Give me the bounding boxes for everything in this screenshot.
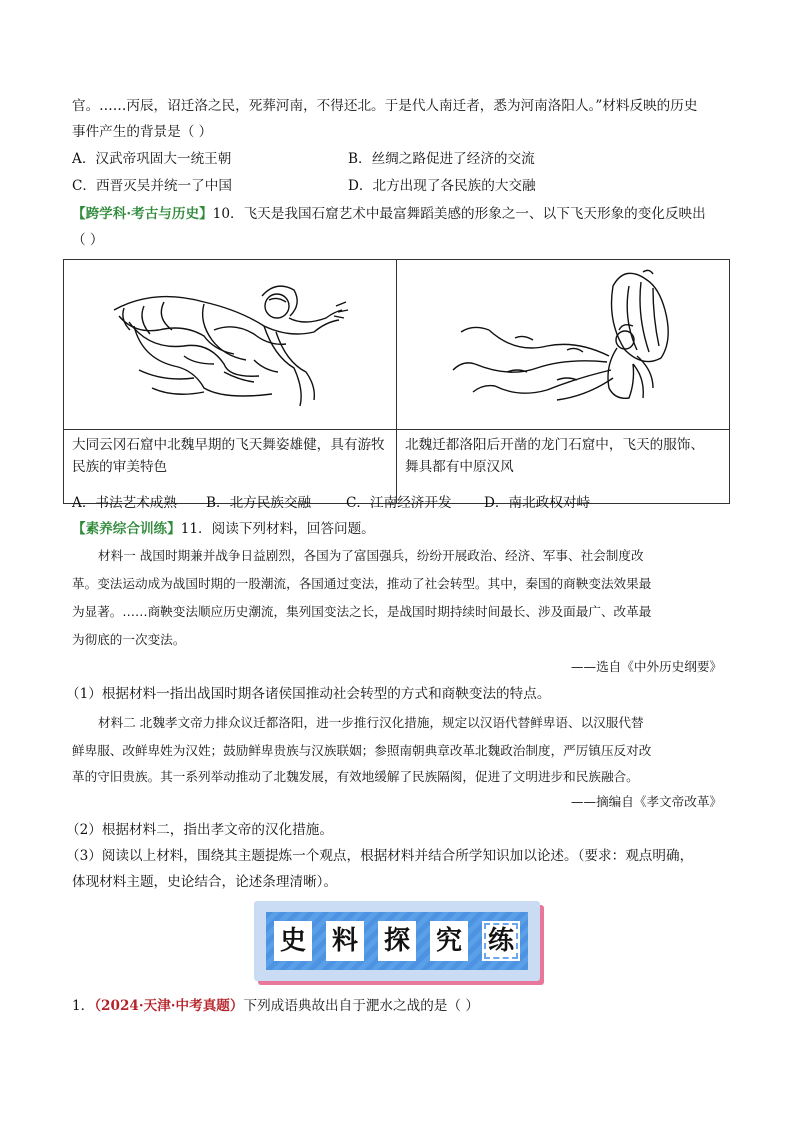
material-1-line-1: 材料一 战国时期兼并战争日益剧烈，各国为了富国强兵，纷纷开展政治、经济、军事、社会制度改	[98, 548, 644, 563]
material-1-line-3: 为显著。……商鞅变法顺应历史潮流，集列国变法之长，是战国时期持续时间最长、涉及面最广、改革最	[72, 604, 652, 619]
feitian-caption-left-line-2: 民族的审美特色	[72, 459, 168, 475]
feitian-caption-left-line-1: 大同云冈石窟中北魏早期的飞天舞姿雄健，具有游牧	[72, 437, 385, 453]
material-2-line-3: 革的守旧贵族。其一系列举动推动了北魏发展，有效地缓解了民族隔阂，促进了文明进步和民族融合。	[72, 769, 639, 784]
q11-sub-question-1: （1）根据材料一指出战国时期各诸侯国推动社会转型的方式和商鞅变法的特点。	[66, 686, 551, 702]
feitian-yungang-drawing	[64, 260, 397, 425]
q11-stem-text: 11．阅读下列材料，回答问题。	[180, 521, 375, 537]
q1-stem-text: 下列成语典故出自于淝水之战的是（ ）	[243, 998, 479, 1014]
q10-option-b[interactable]: B．北方民族交融	[206, 495, 312, 511]
material-1-source: ——选自《中外历史纲要》	[570, 659, 722, 674]
q9-option-a[interactable]: A．汉武帝巩固大一统王朝	[72, 151, 232, 167]
section-banner-inner	[266, 912, 528, 970]
q10-stem	[72, 204, 706, 224]
feitian-image-cell-right	[397, 260, 730, 430]
q11-stem	[72, 519, 375, 539]
feitian-table	[63, 259, 730, 504]
q9-option-b[interactable]: B．丝绸之路促进了经济的交流	[348, 151, 535, 167]
q11-tag: 【素养综合训练】	[72, 521, 181, 537]
q10-option-d[interactable]: D．南北政权对峙	[484, 495, 591, 511]
q9-text-line-1: 官。……丙辰，诏迁洛之民，死葬河南，不得还北。于是代人南迁者，悉为河南洛阳人。”材料反映的历史	[72, 98, 698, 114]
material-2-source: ——摘编自《孝文帝改革》	[570, 794, 722, 809]
q10-option-a[interactable]: A．书法艺术成熟	[72, 495, 177, 511]
q1-stem	[72, 996, 479, 1016]
q9-text-line-2: 事件产生的背景是（ ）	[72, 124, 213, 140]
feitian-caption-right-line-1: 北魏迁都洛阳后开凿的龙门石窟中，飞天的服饰、	[405, 437, 705, 453]
q1-source-tag: （2024·天津·中考真题）	[94, 998, 244, 1014]
feitian-image-cell-left	[64, 260, 397, 430]
material-2-line-1: 材料二 北魏孝文帝力排众议迁都洛阳，进一步推行汉化措施，规定以汉语代替鲜卑语、以汉服代替	[98, 715, 644, 730]
q9-option-c[interactable]: C．西晋灭吴并统一了中国	[72, 178, 232, 194]
section-banner	[254, 901, 540, 981]
q11-sub-question-3-line-2: 体现材料主题，史论结合，论述条理清晰）。	[72, 874, 338, 890]
q9-option-d[interactable]: D．北方出现了各民族的大交融	[348, 178, 536, 194]
banner-char-4: 究	[430, 921, 468, 961]
feitian-longmen-drawing	[397, 260, 730, 425]
material-1-line-4: 为彻底的一次变法。	[72, 632, 186, 647]
q11-sub-question-2: （2）根据材料二，指出孝文帝的汉化措施。	[66, 822, 333, 838]
q1-number: 1．	[72, 998, 95, 1014]
banner-char-3: 探	[378, 921, 416, 961]
q11-sub-question-3-line-1: （3）阅读以上材料，围绕其主题提炼一个观点，根据材料并结合所学知识加以论述。（要求：观点明确，	[66, 848, 694, 864]
material-1-line-2: 革。变法运动成为战国时期的一股潮流，各国通过变法，推动了社会转型。其中，秦国的商鞅变法效果最	[72, 576, 652, 591]
q10-tag: 【跨学科·考古与历史】	[72, 206, 213, 222]
q10-stem-text: 10．飞天是我国石窟艺术中最富舞蹈美感的形象之一、以下飞天形象的变化反映出	[212, 206, 706, 222]
banner-char-2: 料	[326, 921, 364, 961]
q10-stem-line-2: （ ）	[72, 232, 104, 248]
banner-char-1: 史	[274, 921, 312, 961]
banner-char-5: 练	[482, 921, 520, 961]
feitian-caption-right-line-2: 舞具都有中原汉风	[405, 459, 514, 475]
q10-option-c[interactable]: C．江南经济开发	[346, 495, 452, 511]
material-2-line-2: 鲜卑服、改鲜卑姓为汉姓；鼓励鲜卑贵族与汉族联姻；参照南朝典章改革北魏政治制度，严厉镇压反对改	[72, 743, 652, 758]
